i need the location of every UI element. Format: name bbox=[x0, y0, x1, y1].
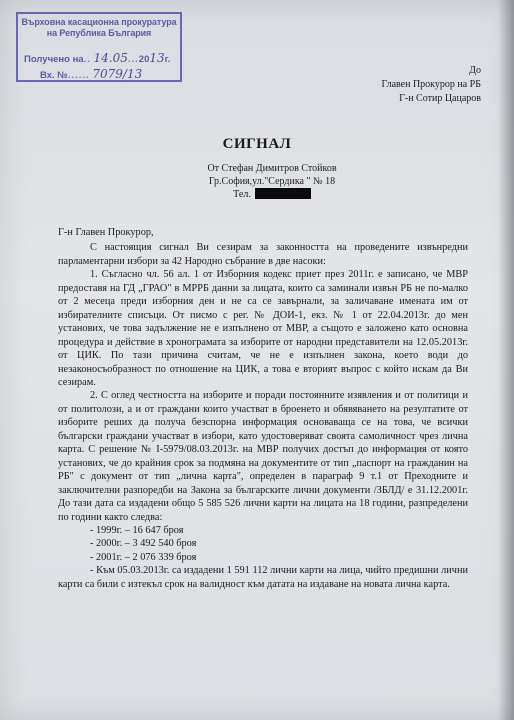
recipient-line2: Главен Прокурор на РБ bbox=[381, 79, 481, 90]
sender-line1: От Стефан Димитров Стойков bbox=[207, 163, 337, 174]
sender-phone-row bbox=[30, 188, 514, 201]
salutation: Г-н Главен Прокурор, bbox=[58, 227, 154, 238]
stamp-received-date: 14.05 bbox=[93, 51, 128, 65]
letter-body bbox=[58, 226, 468, 591]
stamp-year-prefix: 20 bbox=[138, 54, 150, 65]
stamp-received-row: Получено на.. 14.05...2013г. bbox=[24, 51, 171, 65]
sender-phone-label: Тел. bbox=[233, 189, 251, 200]
stamp-number-row: Вх. №...... 7079/13 bbox=[40, 67, 143, 81]
stamp-received-suffix: г. bbox=[164, 54, 171, 65]
stamp-institution-line2: на Република България bbox=[46, 28, 152, 38]
stamp-number-label: Вх. № bbox=[40, 70, 68, 81]
paragraph-point-2: 2. С оглед честността на изборите и поради постоянните изявления и от политици и от политолози, а и от граждани които участват в броенето и обявяването на резултатите от изборите реших да получа безспорна информация основаваща се на това, че всички български граждани участват в избори, като удостоверяват своята самоличност чрез лична карта. С решение № I-5979/08.03.2013г. на МВР получих достъп до информация от която установих, че до крайния срок за подмяна на документите от тип „паспорт на гражданин на РБ" с документ от тип „лична карта", определен в параграф 9 т.1 от Преходните и заключителни разпоредби на Закона за българските лични документи /ЗБЛД/ е 31.12.2001г. До тази дата са издадени общо 5 585 526 лични карти на лицата на 18 години, разпределени по години както следва: bbox=[58, 390, 468, 523]
paragraph-point-1: 1. Съгласно чл. 56 ал. 1 от Изборния кодекс приет през 2011г. е записано, че МВР предоставя на ГД „ГРАО" в МРРБ данни за лицата, които са заминали извън РБ не по-малко от 2 месеца преди изборния ден и не са се завърнали, за заличаване имената им от избирателните списъци. От писмо с рег. № ДОИ-1, екз. № 1 от 22.04.2013г. до мен установих, че това задължение не е изпълнено от МВР, а същото е заложено като основна процедура и действие в хронограмата за изборите от народни представители на 12.05.2013г. от ЦИК. По тази причина считам, че не е изпълнен закона, което води до незаконосъобразност по отношение на ЦИК, а това е вторият въпрос с който искам да Ви сезирам. bbox=[58, 269, 468, 388]
sender-block bbox=[0, 162, 514, 201]
recipient-line3: Г-н Сотир Цацаров bbox=[399, 93, 481, 104]
recipient-line1: До bbox=[469, 65, 481, 76]
paragraph-intro: С настоящия сигнал Ви сезирам за законността на проведените извънредни парламентарни избори за 42 Народно събрание в две насоки: bbox=[58, 242, 468, 267]
stamp-institution bbox=[18, 17, 180, 39]
redacted-phone bbox=[255, 188, 311, 199]
list-item: - 2001г. – 2 076 339 броя bbox=[90, 551, 197, 563]
incoming-stamp bbox=[16, 12, 182, 82]
document-title: СИГНАЛ bbox=[222, 136, 292, 152]
stamp-number-value: 7079/13 bbox=[92, 67, 143, 81]
sender-line2: Гр.София,ул."Сердика " № 18 bbox=[208, 176, 336, 187]
stamp-received-year: 13 bbox=[149, 51, 165, 65]
recipient-block bbox=[382, 64, 481, 106]
stamp-received-label: Получено на bbox=[24, 54, 84, 65]
list-item: - 2000г. – 3 492 540 броя bbox=[90, 538, 197, 550]
paragraph-closing: - Към 05.03.2013г. са издадени 1 591 112 лични карти на лица, чийто предишни лични карти са били с изтекъл срок на валидност към датата на издаване на новата лична карта. bbox=[58, 565, 468, 590]
list-item: - 1999г. – 16 647 броя bbox=[90, 524, 184, 536]
stamp-institution-line1: Върховна касационна прокуратура bbox=[21, 17, 177, 27]
